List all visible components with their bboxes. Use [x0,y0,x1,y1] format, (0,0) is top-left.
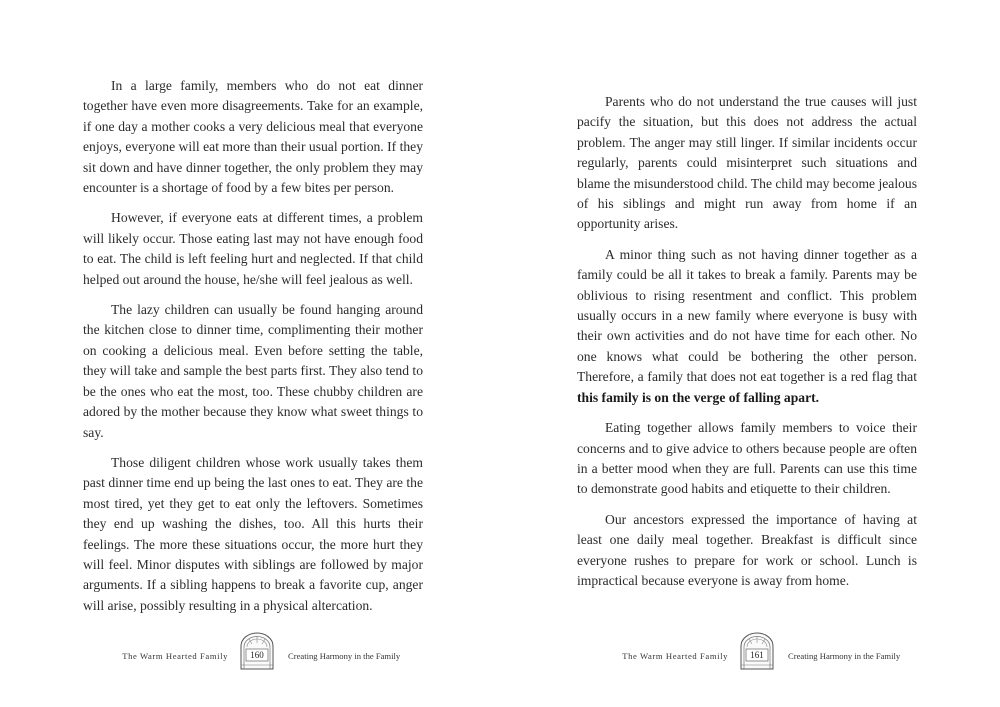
paragraph [577,510,917,592]
paragraph: However, if everyone eats at different times, a problem will likely occur. Those eating last may not have enough food to eat. The child is left feeling hurt and neglected. If that child helped out around the house, he/she will feel jealous as well. [83,210,423,287]
page-number: 160 [250,650,264,660]
emphasis-text: this family is on the verge of falling apart. [577,389,820,405]
right-page-body [577,92,917,601]
paragraph: Those diligent children whose work usually takes them past dinner time end up being the last ones to eat. They are the most tired, yet they get to eat only the leftovers. Sometimes they end up washing the dishes, too. All this hurts their feelings. The more these situations occur, the more hurt they will feel. Minor disputes with siblings are followed by major arguments. If a sibling happens to break a favorite cup, anger will arise, possibly resulting in a physical altercation. [83,454,423,613]
paragraph-text: Eating together allows family members to voice their concerns and to give advice to others because people are often in a better mood when they are full. Parents can use this time to demonstrate good habits and etiquette to their children. [577,420,917,497]
paragraph-text: Our ancestors expressed the importance of having at least one daily meal together. Breakfast is difficult since everyone rushes to prepare for work or school. Lunch is impractical because everyone is away from home. [577,511,917,588]
page-number: 161 [750,650,764,660]
arch-window-icon [738,632,776,670]
paragraph-text: A minor thing such as not having dinner together as a family could be all it takes to break a family. Parents may be oblivious to rising resentment and conflict. This problem usually occurs in a new family where everyone is busy with their own activities and do not have time for each other. No one knows what could be bothering the other person. Therefore, a family that does not eat together is a red flag that [577,246,917,385]
paragraph: In a large family, members who do not eat dinner together have even more disagreements. Take for an example, if one day a mother cooks a very delicious meal that everyone enjoys, everyone will eat more than their usual portion. If they sit down and have dinner together, the only problem they may encounter is a shortage of food by a few bites per person. [83,78,423,196]
paragraph: The lazy children can usually be found hanging around the kitchen close to dinner time, complimenting their mother on cooking a delicious meal. Even before setting the table, they will take and sample the best parts first. They also tend to be the ones who eat the most, too. These chubby children are adored by the mother because they know what sweet things to say. [83,302,423,440]
paragraph [577,418,917,500]
footer-chapter-title: Creating Harmony in the Family [288,651,401,661]
right-page-footer [500,632,1000,670]
paragraph [577,245,917,408]
footer-book-title: The Warm Hearted Family [122,651,228,661]
paragraph [577,92,917,235]
left-page-body [83,76,423,626]
footer-chapter-title: Creating Harmony in the Family [788,651,901,661]
arch-window-icon [238,632,276,670]
footer-book-title: The Warm Hearted Family [622,651,728,661]
paragraph-text: Parents who do not understand the true causes will just pacify the situation, but this does not address the actual problem. The anger may still linger. If similar incidents occur regularly, parents could misinterpret such situations and blame the misunderstood child. The child may become jealous of his siblings and might run away from home if an opportunity arises. [577,94,917,232]
left-page-footer [0,632,500,670]
right-page [500,0,1000,707]
